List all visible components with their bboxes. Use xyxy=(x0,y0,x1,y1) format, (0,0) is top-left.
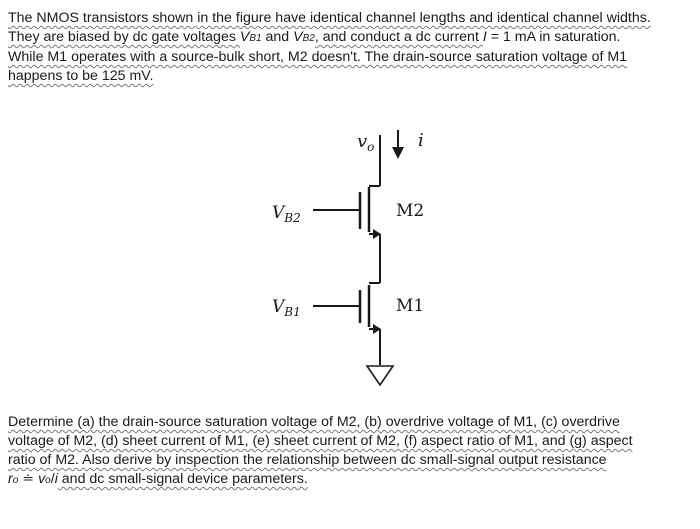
current-label: i xyxy=(418,130,424,151)
m2-label: M2 xyxy=(396,201,425,221)
i-symbol: i xyxy=(54,471,58,487)
intro-text: While M1 operates with a source-bulk short, M2 doesn't. The drain-source saturation voltage of M1 xyxy=(8,49,628,65)
vo-symbol: v xyxy=(38,471,46,487)
vb2-symbol: V xyxy=(293,29,303,45)
task-text: ratio of M2. Also derive by inspection the relationship between dc small-signal output resistance xyxy=(8,452,607,468)
vo-subscript: o xyxy=(45,475,51,486)
current-arrow-head xyxy=(392,147,404,159)
approx-equal-sign: ≐ xyxy=(18,471,39,487)
intro-text: They are biased by dc gate voltages xyxy=(8,29,240,45)
current-symbol: I xyxy=(482,29,487,45)
task-line-3 xyxy=(8,451,696,470)
vb1-symbol: V xyxy=(239,29,250,45)
ro-subscript: o xyxy=(12,475,19,486)
task-text: and dc small-signal device parameters. xyxy=(57,471,308,487)
intro-text: = 1 mA in saturation. xyxy=(486,29,621,45)
vb2-label: $V_{B2}$ xyxy=(272,203,301,225)
intro-text: , and conduct a dc current xyxy=(314,29,483,45)
task-line-2 xyxy=(8,432,696,451)
task-line-1 xyxy=(8,413,696,432)
vb2-subscript: B2 xyxy=(302,33,315,44)
task-line-4 xyxy=(8,470,696,490)
intro-text: happens to be 125 mV. xyxy=(8,68,154,84)
vb1-label: $V_{B1}$ xyxy=(272,297,301,319)
vb1-subscript: B1 xyxy=(249,33,262,44)
ro-symbol: r xyxy=(8,471,13,487)
vo-label: $v_o$ xyxy=(357,131,375,154)
task-text: Determine (a) the drain-source saturation voltage of M2, (b) overdrive voltage of M1, (c) overdrive xyxy=(8,414,620,430)
intro-text: and xyxy=(261,29,294,45)
task-statement xyxy=(8,413,696,490)
intro-text: The NMOS transistors shown in the figure have identical channel lengths and identical channel widths. xyxy=(8,10,651,26)
ground-symbol xyxy=(367,366,393,385)
task-text: voltage of M2, (d) sheet current of M1, (e) sheet current of M2, (f) aspect ratio of M1, and (g) aspect xyxy=(8,433,633,449)
m1-label: M1 xyxy=(396,296,425,316)
divide-slash: / xyxy=(50,471,55,487)
